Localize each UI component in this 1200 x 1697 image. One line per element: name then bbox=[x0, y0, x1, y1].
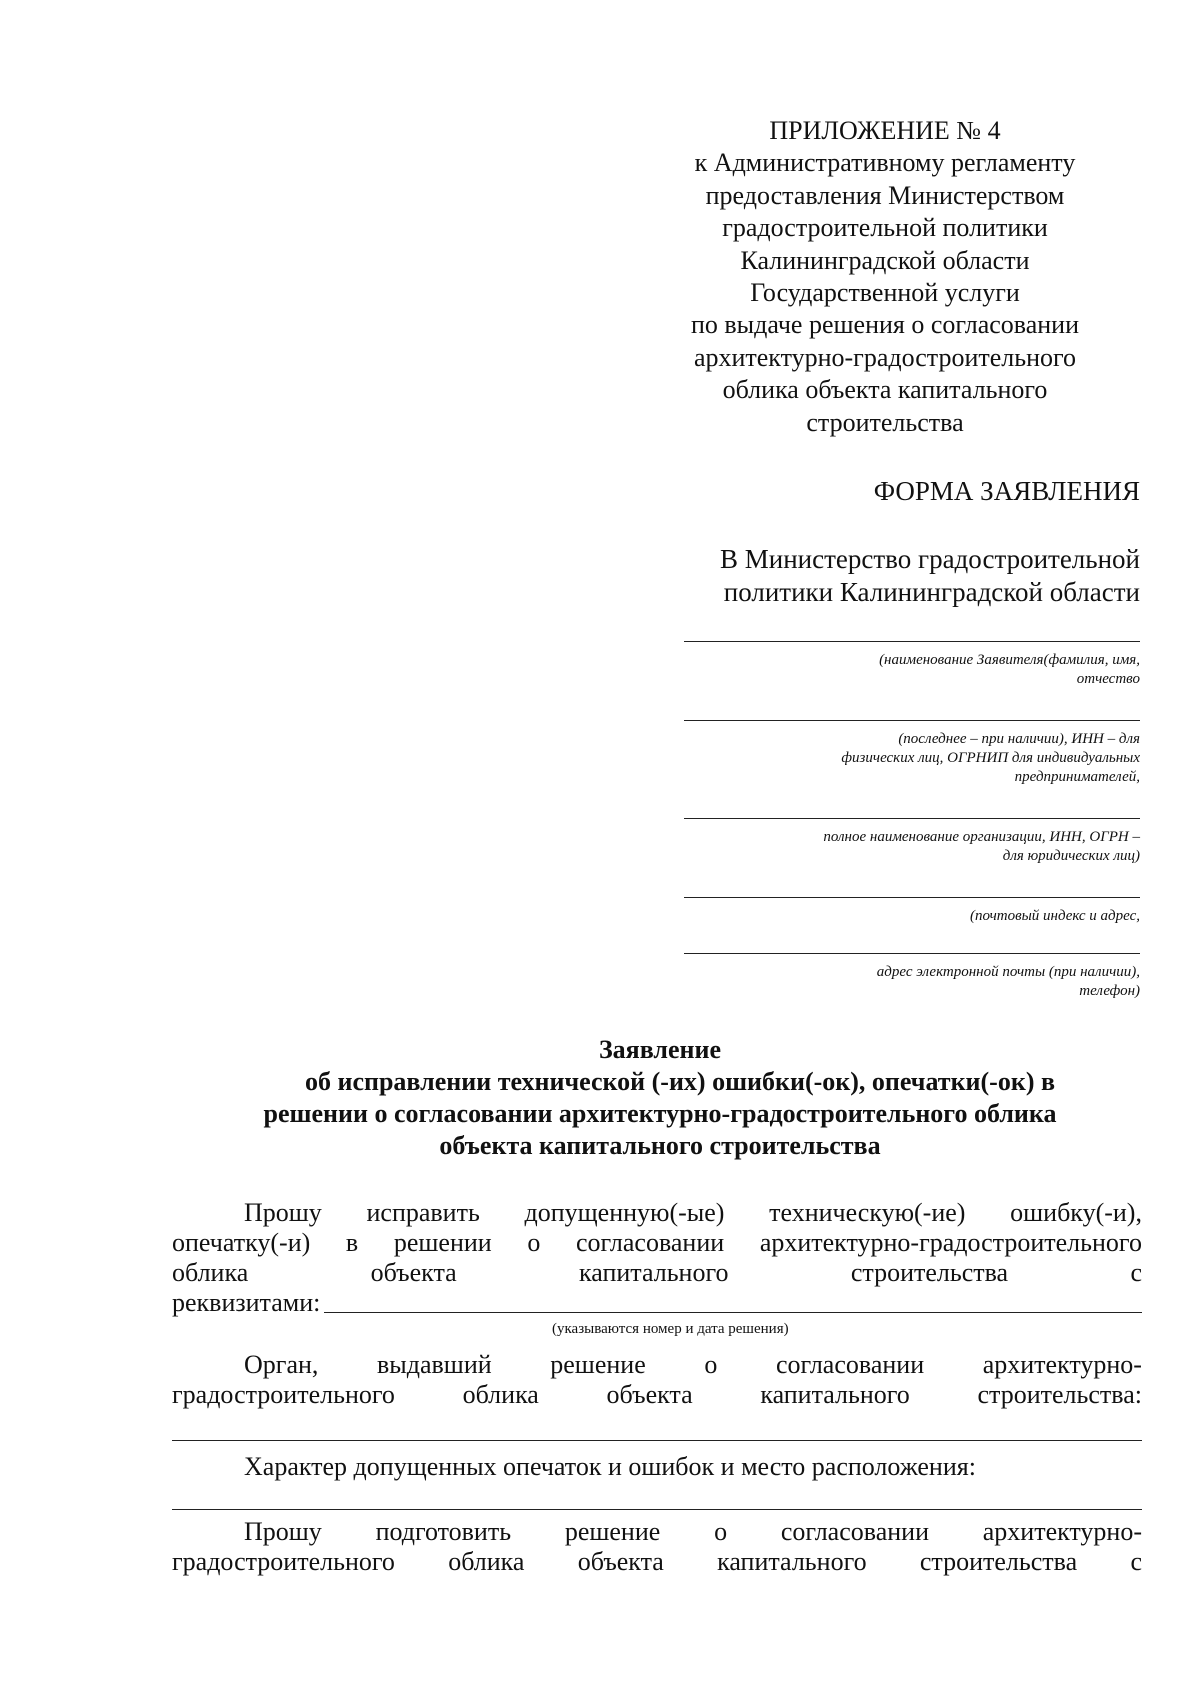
field-caption: полное наименование организации, ИНН, ОГРН – для юридических лиц) bbox=[823, 829, 1140, 864]
paragraph-prepare-request bbox=[172, 1517, 1142, 1577]
fill-in-line bbox=[684, 641, 1140, 642]
appendix-line: Калининградской области bbox=[740, 245, 1030, 275]
requisites-field[interactable] bbox=[172, 1288, 1142, 1318]
appendix-line: строительства bbox=[806, 407, 964, 437]
paragraph-line: градостроительного облика объекта капитального строительства с bbox=[172, 1547, 1142, 1576]
form-title: ФОРМА ЗАЯВЛЕНИЯ bbox=[873, 476, 1140, 506]
appendix-header bbox=[660, 115, 1110, 439]
paragraph-line: облика объекта капитального строительства с bbox=[172, 1258, 1142, 1287]
fill-in-line bbox=[684, 720, 1140, 721]
recipient-line: В Министерство градостроительной bbox=[720, 544, 1140, 574]
paragraph-line: Прошу исправить допущенную(-ые) техническую(-ие) ошибку(-и), bbox=[244, 1198, 1142, 1227]
field-caption: (наименование Заявителя(фамилия, имя, отчество bbox=[879, 652, 1140, 687]
field-caption: (почтовый индекс и адрес, bbox=[970, 908, 1140, 924]
recipient-line: политики Калининградской области bbox=[723, 577, 1140, 607]
fill-in-line bbox=[684, 953, 1140, 954]
title-line: объекта капитального строительства bbox=[439, 1131, 881, 1160]
appendix-line: по выдаче решения о согласовании bbox=[690, 310, 1080, 340]
appendix-line: предоставления Министерством bbox=[705, 180, 1065, 210]
applicant-name-field[interactable] bbox=[684, 641, 1140, 689]
statement-title bbox=[170, 1034, 1150, 1162]
recipient-block bbox=[640, 543, 1140, 609]
field-caption: (последнее – при наличии), ИНН – для физических лиц, ОГРНИП для индивидуальных предпринимателей, bbox=[841, 731, 1140, 785]
paragraph-line: Орган, выдавший решение о согласовании архитектурно- bbox=[244, 1350, 1142, 1379]
paragraph-line: Характер допущенных опечаток и ошибок и место расположения: bbox=[244, 1452, 976, 1481]
paragraph-line: опечатку(-и) в решении о согласовании архитектурно-градостроительного bbox=[172, 1228, 1142, 1257]
paragraph-issuing-authority bbox=[172, 1350, 1142, 1410]
requisites-label: реквизитами: bbox=[172, 1288, 321, 1317]
appendix-line: градостроительной политики bbox=[722, 213, 1048, 243]
applicant-inn-field[interactable] bbox=[684, 720, 1140, 787]
paragraph-line: градостроительного облика объекта капитального строительства: bbox=[172, 1380, 1142, 1409]
field-caption: адрес электронной почты (при наличии), телефон) bbox=[876, 964, 1140, 999]
fill-in-line bbox=[684, 897, 1140, 898]
title-line: решении о согласовании архитектурно-градостроительного облика bbox=[263, 1099, 1057, 1128]
applicant-organization-field[interactable] bbox=[684, 818, 1140, 866]
appendix-line: облика объекта капитального bbox=[722, 375, 1048, 405]
fill-in-line bbox=[684, 818, 1140, 819]
authority-input-line[interactable] bbox=[172, 1440, 1142, 1441]
appendix-line: архитектурно-градостроительного bbox=[693, 342, 1077, 372]
appendix-line: ПРИЛОЖЕНИЕ № 4 bbox=[769, 116, 1001, 145]
paragraph-correction-request bbox=[172, 1198, 1142, 1338]
appendix-line: к Административному регламенту bbox=[694, 148, 1076, 178]
title-line: Заявление bbox=[598, 1035, 722, 1064]
applicant-address-field[interactable] bbox=[684, 897, 1140, 926]
requisites-input-line[interactable] bbox=[324, 1312, 1142, 1313]
applicant-contact-field[interactable] bbox=[684, 953, 1140, 1001]
title-line: об исправлении технической (-их) ошибки(-ок), опечатки(-ок) в bbox=[304, 1067, 1056, 1096]
appendix-line: Государственной услуги bbox=[750, 278, 1020, 308]
paragraph-error-description bbox=[172, 1452, 1142, 1482]
requisites-hint: (указываются номер и дата решения) bbox=[552, 1321, 789, 1337]
error-description-input-line[interactable] bbox=[172, 1509, 1142, 1510]
paragraph-line: Прошу подготовить решение о согласовании архитектурно- bbox=[244, 1517, 1142, 1546]
